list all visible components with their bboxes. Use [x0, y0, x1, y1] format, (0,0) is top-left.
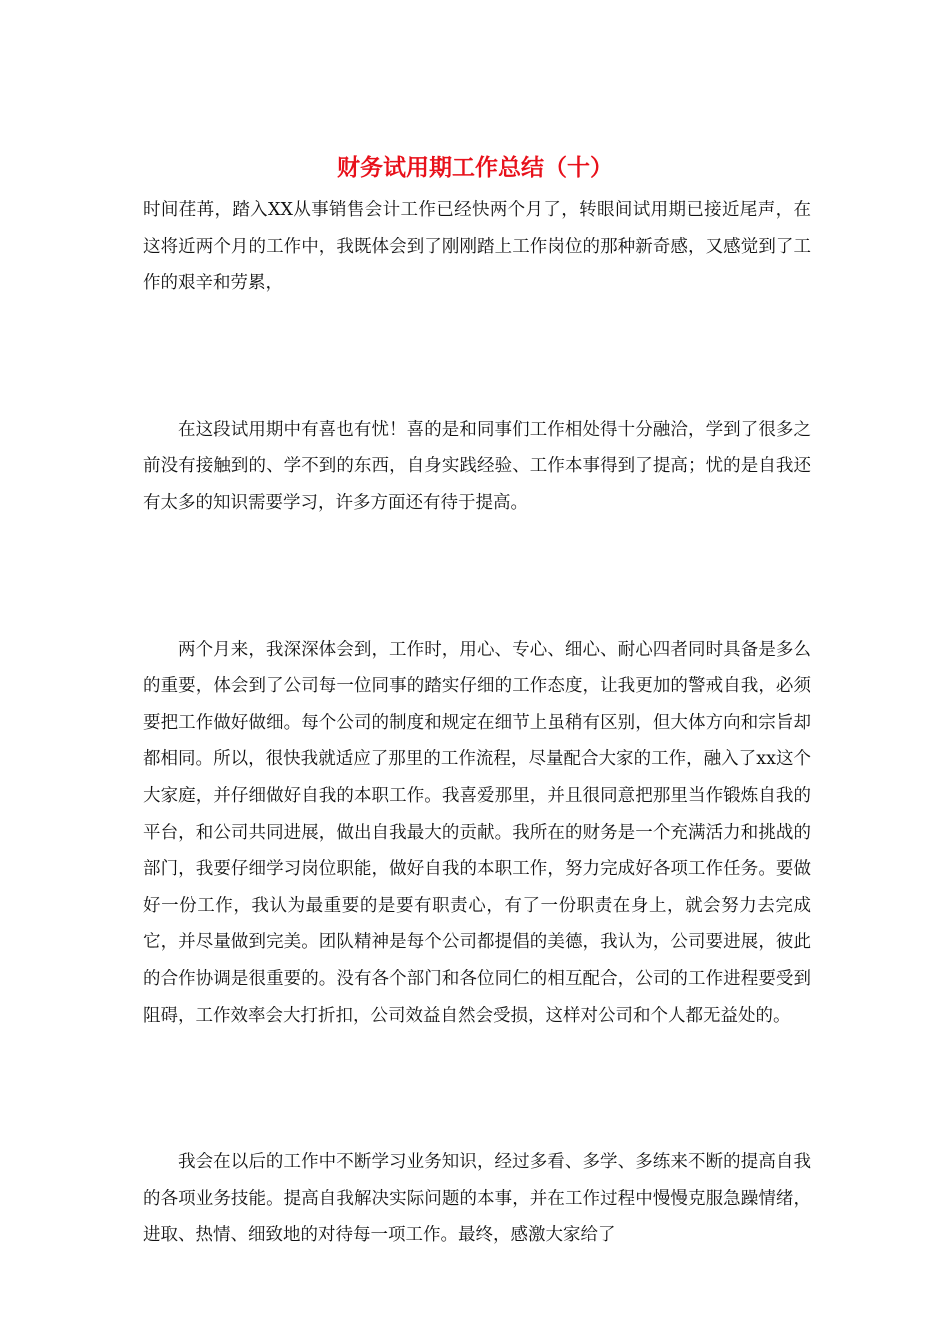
- paragraph-2: 在这段试用期中有喜也有忧！喜的是和同事们工作相处得十分融洽，学到了很多之前没有接触到的、学不到的东西，自身实践经验、工作本事得到了提高；忧的是自我还有太多的知识需要学习，许多方面还有待于提高。: [143, 419, 811, 513]
- document-body: [143, 192, 811, 1254]
- document-title: 财务试用期工作总结（十）: [337, 154, 613, 181]
- paragraph-4: 我会在以后的工作中不断学习业务知识，经过多看、多学、多练来不断的提高自我的各项业务技能。提高自我解决实际问题的本事，并在工作过程中慢慢克服急躁情绪，进取、热情、细致地的对待每一项工作。最终，感激大家给了: [143, 1152, 811, 1246]
- paragraph-3: 两个月来，我深深体会到，工作时，用心、专心、细心、耐心四者同时具备是多么的重要，体会到了公司每一位同事的踏实仔细的工作态度，让我更加的警戒自我，必须要把工作做好做细。每个公司的制度和规定在细节上虽稍有区别，但大体方向和宗旨却都相同。所以，很快我就适应了那里的工作流程，尽量配合大家的工作，融入了xx这个大家庭，并仔细做好自我的本职工作。我喜爱那里，并且很同意把那里当作锻炼自我的平台，和公司共同进展，做出自我最大的贡献。我所在的财务是一个充满活力和挑战的部门，我要仔细学习岗位职能，做好自我的本职工作，努力完成好各项工作任务。要做好一份工作，我认为最重要的是要有职责心，有了一份职责在身上，就会努力去完成它，并尽量做到完美。团队精神是每个公司都提倡的美德，我认为，公司要进展，彼此的合作协调是很重要的。没有各个部门和各位同仁的相互配合，公司的工作进程要受到阻碍，工作效率会大打折扣，公司效益自然会受损，这样对公司和个人都无益处的。: [143, 639, 811, 1026]
- paragraph-1: 时间荏苒，踏入XX从事销售会计工作已经快两个月了，转眼间试用期已接近尾声，在这将近两个月的工作中，我既体会到了刚刚踏上工作岗位的那种新奇感，又感觉到了工作的艰辛和劳累，: [143, 200, 811, 294]
